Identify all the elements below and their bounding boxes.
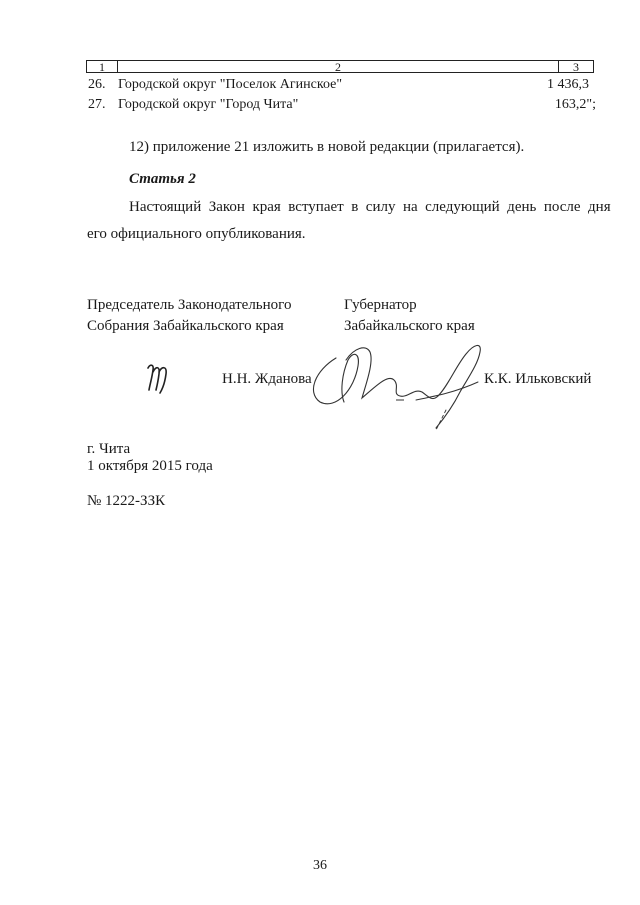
table-header-col1: 1 [99,60,105,74]
table-header-col3: 3 [573,60,579,74]
amendment-paragraph: 12) приложение 21 изложить в новой редакции (прилагается). [129,139,525,155]
table-row-value: 1 436,3 [547,77,589,92]
right-signature-icon [296,330,516,435]
law-number: № 1222-ЗЗК [87,493,166,509]
place-of-signing: г. Чита [87,441,131,457]
left-signature-icon [144,360,174,396]
article-text-line2: его официального опубликования. [87,226,306,242]
table-row-num: 26. [88,77,106,92]
table-row-name: Городской округ "Поселок Агинское" [118,77,343,92]
right-signatory-title-1: Губернатор [344,297,417,313]
table-header-row [86,60,594,73]
table-row-value: 163,2"; [554,97,596,112]
article-text-line1: Настоящий Закон края вступает в силу на следующий день после дня [129,199,611,215]
left-signatory-title-1: Председатель Законодательного [87,297,292,313]
signing-date: 1 октября 2015 года [87,458,213,474]
article-heading: Статья 2 [129,171,196,187]
table-header-col2: 2 [335,60,341,74]
table-row-num: 27. [88,97,106,112]
left-signatory-name: Н.Н. Жданова [222,371,312,387]
table-row-name: Городской округ "Город Чита" [118,97,299,112]
page-number: 36 [313,858,327,873]
left-signatory-title-2: Собрания Забайкальского края [87,318,284,334]
right-signatory-name: К.К. Ильковский [484,371,592,387]
right-signatory-title-2: Забайкальского края [344,318,475,334]
